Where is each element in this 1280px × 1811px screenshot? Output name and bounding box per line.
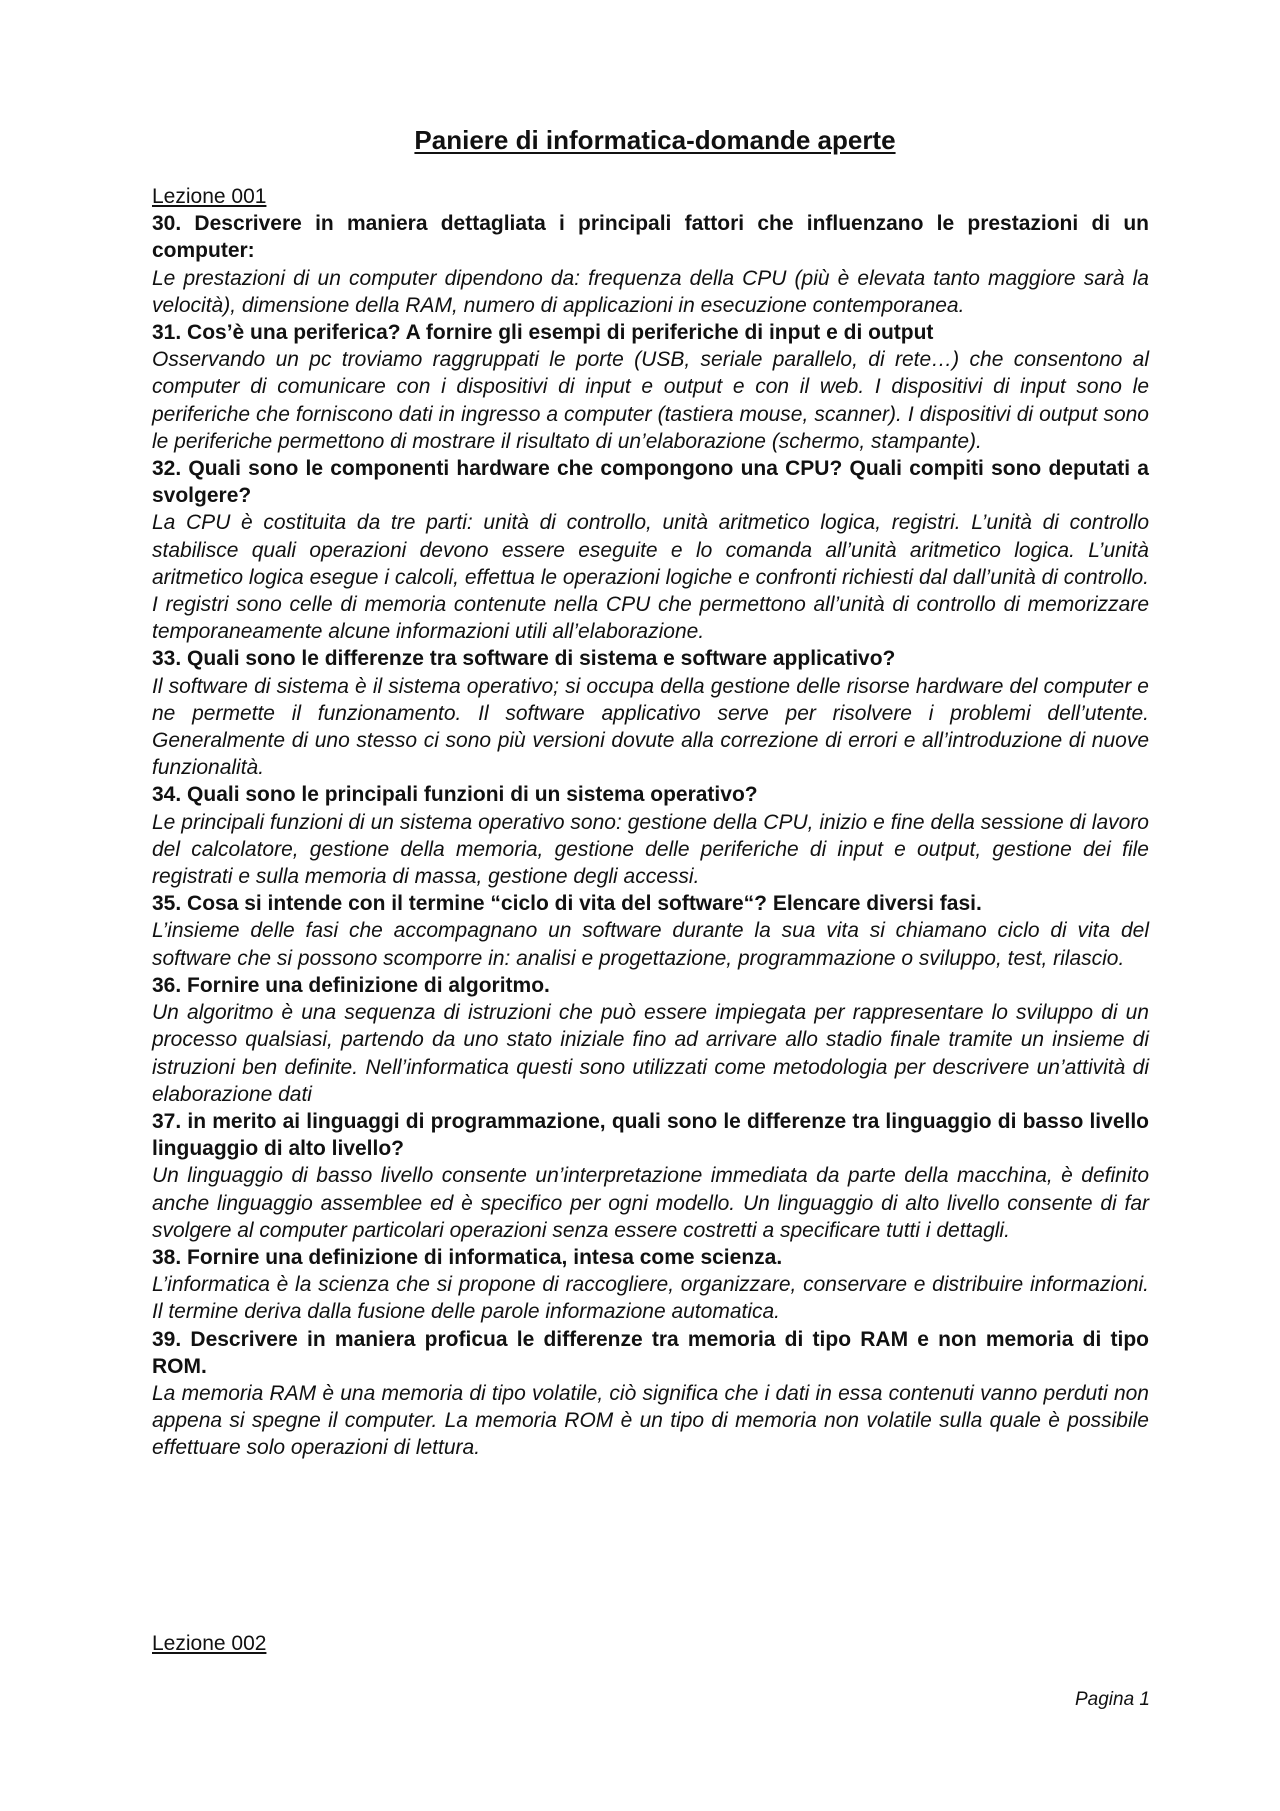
answer-text: Le principali funzioni di un sistema operativo sono: gestione della CPU, inizio e fine della sessione di lavoro del calcolatore, gestione della memoria, gestione delle periferiche di input e output, gestione dei file registrati e sulla memoria di massa, gestione degli accessi. — [152, 810, 1149, 889]
content-body — [152, 183, 1149, 1462]
question-text: 33. Quali sono le differenze tra software di sistema e software applicativo? — [152, 647, 896, 671]
page-number: Pagina 1 — [1074, 1689, 1150, 1710]
question-text: 37. in merito ai linguaggi di programmazione, quali sono le differenze tra linguaggio di basso livello linguaggio di alto livello? — [152, 1109, 1149, 1161]
answer-text: L’insieme delle fasi che accompagnano un software durante la sua vita si chiamano ciclo di vita del software che si possono scomporre in: analisi e progettazione, programmazione o sviluppo, test, rilascio. — [152, 919, 1149, 970]
question-text: 35. Cosa si intende con il termine “ciclo di vita del software“? Elencare diversi fasi. — [152, 892, 982, 916]
question-text: 30. Descrivere in maniera dettagliata i principali fattori che influenzano le prestazioni di un computer: — [152, 212, 1149, 263]
answer-text: Il software di sistema è il sistema operativo; si occupa della gestione delle risorse hardware del computer e ne permette il funzionamento. Il software applicativo serve per risolvere i problemi dell’utente. Generalmente di uno stesso ci sono più versioni dovute alla correzione di errori e all’introduzione di nuove funzionalità. — [152, 674, 1149, 780]
question-text: 31. Cos’è una periferica? A fornire gli esempi di periferiche di input e di output — [152, 321, 934, 345]
answer-text: La memoria RAM è una memoria di tipo volatile, ciò significa che i dati in essa contenuti vanno perduti non appena si spegne il computer. La memoria ROM è un tipo di memoria non volatile sulla quale è possibile effettuare solo operazioni di lettura. — [152, 1381, 1149, 1460]
lesson-heading: Lezione 001 — [152, 185, 267, 208]
question-text: 39. Descrivere in maniera proficua le differenze tra memoria di tipo RAM e non memoria di tipo ROM. — [152, 1327, 1149, 1378]
answer-text: Un linguaggio di basso livello consente un’interpretazione immediata da parte della macchina, è definito anche linguaggio assemblee ed è specifico per ogni modello. Un linguaggio di alto livello consente di far svolgere al computer particolari operazioni senza essere costretti a specificare tutti i dettagli. — [152, 1164, 1149, 1242]
answer-text: Osservando un pc troviamo raggruppati le porte (USB, seriale parallelo, di rete…) che consentono al computer di comunicare con i dispositivi di input e output e con il web. I dispositivi di input sono le periferiche che forniscono dati in ingresso a computer (tastiera mouse, scanner). I dispositivi di output sono le periferiche permettono di mostrare il risultato di un’elaborazione (schermo, stampante). — [152, 348, 1149, 453]
question-text: 34. Quali sono le principali funzioni di un sistema operativo? — [152, 783, 758, 807]
answer-text: Le prestazioni di un computer dipendono da: frequenza della CPU (più è elevata tanto maggiore sarà la velocità), dimensione della RAM, numero di applicazioni in esecuzione contemporanea. — [152, 266, 1149, 317]
answer-text: La CPU è costituita da tre parti: unità di controllo, unità aritmetico logica, registri. L’unità di controllo stabilisce quali operazioni devono essere eseguite e lo comanda all’unità aritmetico logica. L’unità aritmetico logica esegue i calcoli, effettua le operazioni logiche e confronti richiesti dal dall’unità di controllo. I registri sono celle di memoria contenute nella CPU che permettono all’unità di controllo di memorizzare temporaneamente alcune informazioni utili all’elaborazione. — [152, 511, 1149, 644]
page-title: Paniere di informatica-domande aperte — [414, 125, 896, 155]
answer-text: Un algoritmo è una sequenza di istruzioni che può essere impiegata per rappresentare lo sviluppo di un processo qualsiasi, partendo da uno stato iniziale fino ad arrivare allo stadio finale tramite un insieme di istruzioni ben definite. Nell’informatica questi sono utilizzati come metodologia per descrivere un’attività di elaborazione dati — [152, 1001, 1149, 1106]
question-text: 38. Fornire una definizione di informatica, intesa come scienza. — [152, 1245, 783, 1269]
answer-text: L’informatica è la scienza che si propone di raccogliere, organizzare, conservare e distribuire informazioni. Il termine deriva dalla fusione delle parole informazione automatica. — [152, 1273, 1149, 1324]
lesson-heading: Lezione 002 — [152, 1632, 267, 1655]
question-text: 36. Fornire una definizione di algoritmo. — [152, 973, 550, 997]
question-text: 32. Quali sono le componenti hardware che compongono una CPU? Quali compiti sono deputati a svolgere? — [152, 457, 1149, 508]
